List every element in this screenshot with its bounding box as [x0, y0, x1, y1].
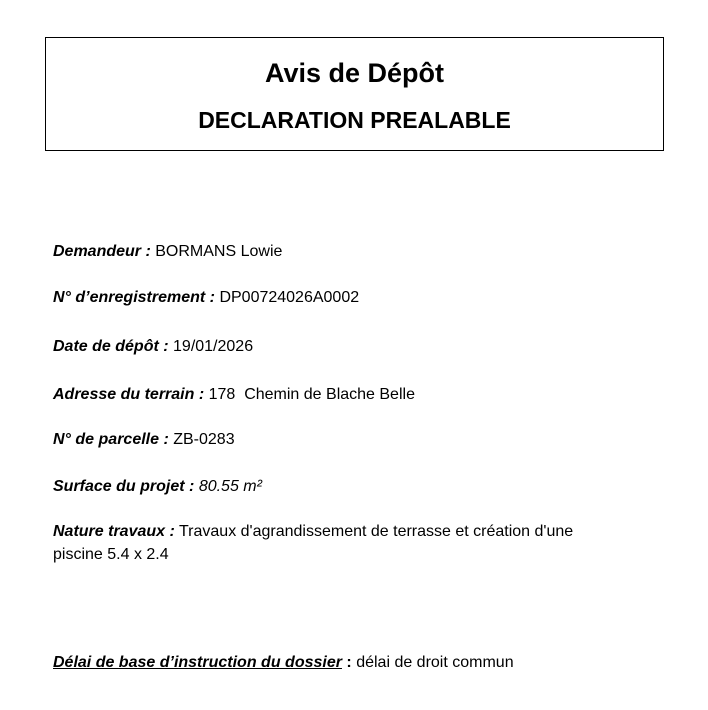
demandeur-label: Demandeur :: [53, 243, 151, 260]
field-parcelle: [53, 428, 653, 451]
enregistrement-label: N° d’enregistrement :: [53, 289, 215, 306]
delai-label: Délai de base d’instruction du dossier: [53, 654, 342, 671]
delai-value: délai de droit commun: [356, 654, 514, 671]
demandeur-value: BORMANS Lowie: [155, 243, 283, 260]
surface-value: 80.55 m²: [198, 478, 262, 495]
field-enregistrement: [53, 286, 653, 309]
field-demandeur: [53, 240, 653, 263]
surface-label: Surface du projet :: [53, 478, 195, 495]
document-title: Avis de Dépôt: [264, 58, 445, 88]
delai-colon: :: [346, 654, 352, 671]
parcelle-label: N° de parcelle :: [53, 431, 169, 448]
document-subtitle: DECLARATION PREALABLE: [198, 107, 511, 133]
field-surface: [53, 475, 653, 498]
enregistrement-value: DP00724026A0002: [219, 289, 360, 306]
parcelle-value: ZB-0283: [173, 431, 235, 448]
field-date-depot: [53, 335, 653, 358]
nature-value: Travaux d'agrandissement de terrasse et création d'une piscine 5.4 x 2.4: [53, 523, 574, 563]
field-nature: [53, 520, 623, 566]
field-delai: [53, 651, 653, 674]
nature-label: Nature travaux :: [53, 523, 175, 540]
adresse-value: 178 Chemin de Blache Belle: [208, 386, 415, 403]
field-adresse: [53, 383, 653, 406]
adresse-label: Adresse du terrain :: [53, 386, 205, 403]
title-box: [45, 37, 664, 151]
date-depot-value: 19/01/2026: [173, 338, 254, 355]
date-depot-label: Date de dépôt :: [53, 338, 169, 355]
